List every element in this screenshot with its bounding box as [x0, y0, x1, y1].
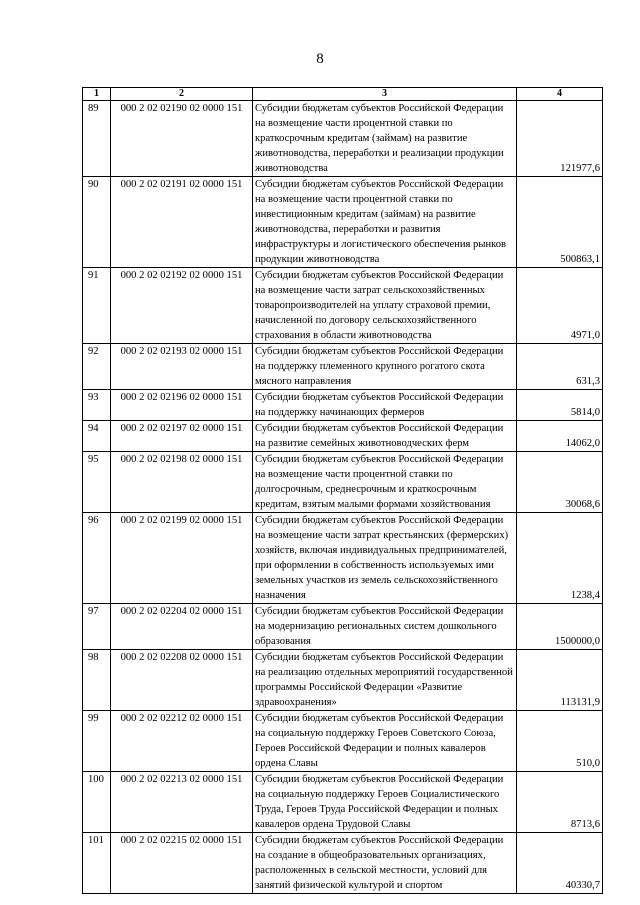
row-number: 95: [83, 452, 111, 513]
budget-code: 000 2 02 02213 02 0000 151: [111, 772, 253, 833]
budget-code: 000 2 02 02191 02 0000 151: [111, 177, 253, 268]
table-row: [83, 101, 603, 177]
row-amount: 510,0: [517, 711, 603, 772]
table-row: [83, 833, 603, 894]
column-header: 1: [83, 88, 111, 101]
budget-code: 000 2 02 02192 02 0000 151: [111, 268, 253, 344]
budget-table: [82, 87, 603, 894]
budget-code: 000 2 02 02199 02 0000 151: [111, 513, 253, 604]
row-description: Субсидии бюджетам субъектов Российской Федерации на создание в общеобразовательных организациях, расположенных в сельской местности, условий для занятий физической культурой и спортом: [253, 833, 517, 894]
table-row: [83, 604, 603, 650]
table-row: [83, 177, 603, 268]
table-row: [83, 772, 603, 833]
table-row: [83, 421, 603, 452]
row-number: 100: [83, 772, 111, 833]
budget-code: 000 2 02 02193 02 0000 151: [111, 344, 253, 390]
row-amount: 14062,0: [517, 421, 603, 452]
row-description: Субсидии бюджетам субъектов Российской Федерации на поддержку племенного крупного рогатого скота мясного направления: [253, 344, 517, 390]
row-description: Субсидии бюджетам субъектов Российской Федерации на возмещение части процентной ставки по краткосрочным кредитам (займам) на развитие животноводства, переработки и реализации продукции животноводства: [253, 101, 517, 177]
budget-code: 000 2 02 02212 02 0000 151: [111, 711, 253, 772]
row-amount: 1500000,0: [517, 604, 603, 650]
column-header: 4: [517, 88, 603, 101]
row-number: 91: [83, 268, 111, 344]
row-amount: 113131,9: [517, 650, 603, 711]
row-amount: 631,3: [517, 344, 603, 390]
table-header-row: [83, 88, 603, 101]
row-description: Субсидии бюджетам субъектов Российской Федерации на возмещение части процентной ставки по инвестиционным кредитам (займам) на развитие животноводства, переработки и развития инфраструктуры и логистического обеспечения рынков продукции животноводства: [253, 177, 517, 268]
budget-code: 000 2 02 02204 02 0000 151: [111, 604, 253, 650]
table-row: [83, 711, 603, 772]
row-description: Субсидии бюджетам субъектов Российской Федерации на возмещение части затрат сельскохозяйственных товаропроизводителей на уплату страховой премии, начисленной по договору сельскохозяйственного страхования в области животноводства: [253, 268, 517, 344]
table-row: [83, 513, 603, 604]
column-header: 2: [111, 88, 253, 101]
row-description: Субсидии бюджетам субъектов Российской Федерации на возмещение части затрат крестьянских (фермерских) хозяйств, включая индивидуальных предпринимателей, при оформлении в собственность используемых ими земельных участков из земель сельскохозяйственного назначения: [253, 513, 517, 604]
row-amount: 4971,0: [517, 268, 603, 344]
table-row: [83, 650, 603, 711]
row-amount: 40330,7: [517, 833, 603, 894]
budget-code: 000 2 02 02196 02 0000 151: [111, 390, 253, 421]
row-number: 94: [83, 421, 111, 452]
table-row: [83, 344, 603, 390]
column-header: 3: [253, 88, 517, 101]
row-number: 89: [83, 101, 111, 177]
row-description: Субсидии бюджетам субъектов Российской Федерации на развитие семейных животноводческих ферм: [253, 421, 517, 452]
budget-code: 000 2 02 02198 02 0000 151: [111, 452, 253, 513]
row-number: 98: [83, 650, 111, 711]
table-row: [83, 268, 603, 344]
row-number: 90: [83, 177, 111, 268]
row-number: 99: [83, 711, 111, 772]
row-number: 93: [83, 390, 111, 421]
row-amount: 8713,6: [517, 772, 603, 833]
row-number: 96: [83, 513, 111, 604]
row-amount: 1238,4: [517, 513, 603, 604]
row-amount: 5814,0: [517, 390, 603, 421]
budget-code: 000 2 02 02190 02 0000 151: [111, 101, 253, 177]
table-row: [83, 390, 603, 421]
row-amount: 121977,6: [517, 101, 603, 177]
row-description: Субсидии бюджетам субъектов Российской Федерации на социальную поддержку Героев Советского Союза, Героев Российской Федерации и полных кавалеров ордена Славы: [253, 711, 517, 772]
table-row: [83, 452, 603, 513]
row-description: Субсидии бюджетам субъектов Российской Федерации на возмещение части процентной ставки по долгосрочным, среднесрочным и краткосрочным кредитам, взятым малыми формами хозяйствования: [253, 452, 517, 513]
page-number: 8: [316, 51, 324, 67]
row-description: Субсидии бюджетам субъектов Российской Федерации на поддержку начинающих фермеров: [253, 390, 517, 421]
row-number: 97: [83, 604, 111, 650]
budget-code: 000 2 02 02208 02 0000 151: [111, 650, 253, 711]
row-number: 101: [83, 833, 111, 894]
row-description: Субсидии бюджетам субъектов Российской Федерации на социальную поддержку Героев Социалистического Труда, Героев Труда Российской Федерации и полных кавалеров ордена Трудовой Славы: [253, 772, 517, 833]
row-description: Субсидии бюджетам субъектов Российской Федерации на реализацию отдельных мероприятий государственной программы Российской Федерации «Развитие здравоохранения»: [253, 650, 517, 711]
row-amount: 500863,1: [517, 177, 603, 268]
row-description: Субсидии бюджетам субъектов Российской Федерации на модернизацию региональных систем дошкольного образования: [253, 604, 517, 650]
row-number: 92: [83, 344, 111, 390]
budget-code: 000 2 02 02215 02 0000 151: [111, 833, 253, 894]
budget-code: 000 2 02 02197 02 0000 151: [111, 421, 253, 452]
row-amount: 30068,6: [517, 452, 603, 513]
